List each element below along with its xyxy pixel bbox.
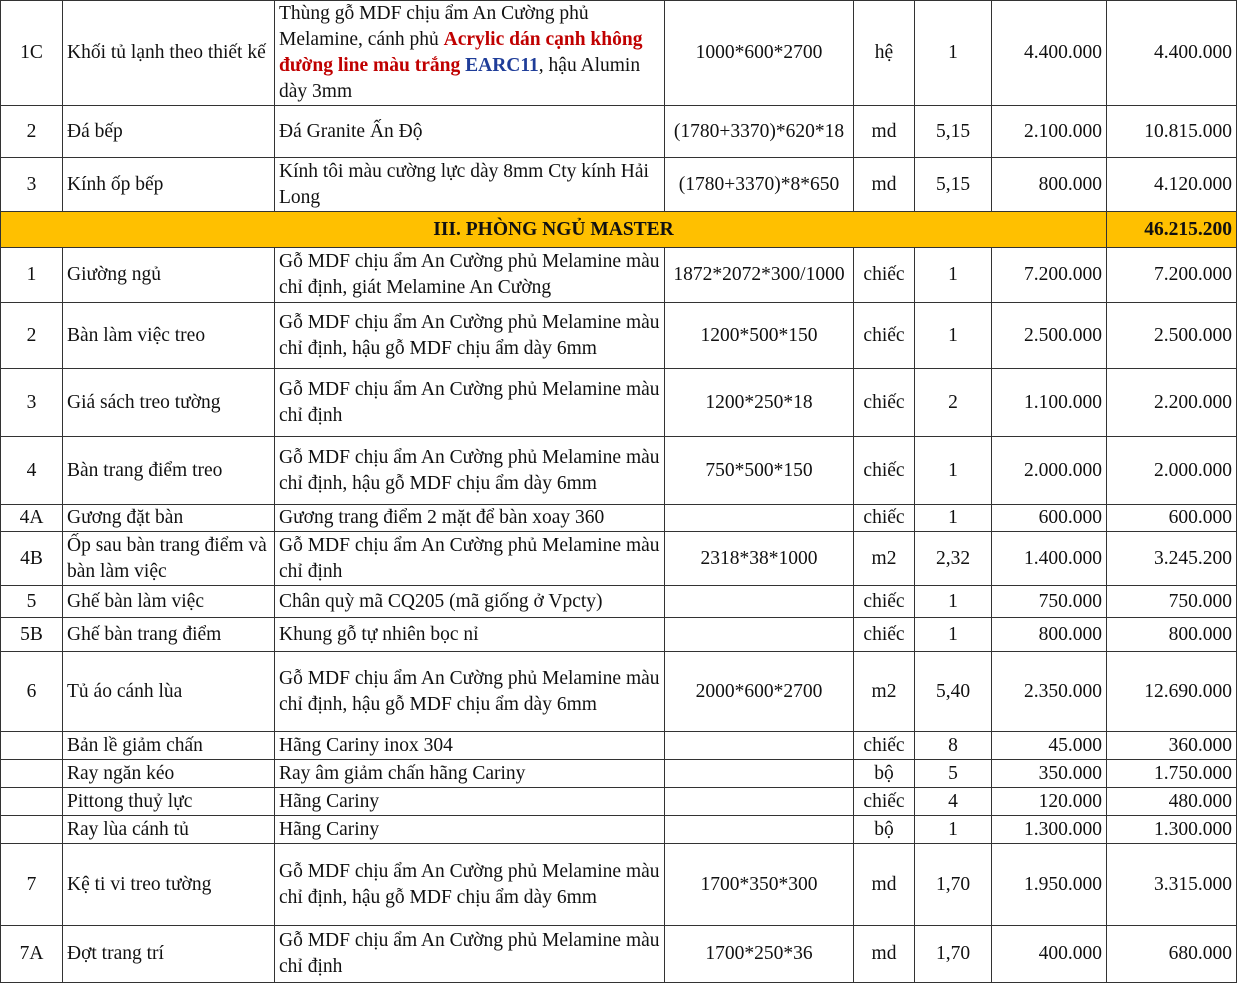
cell-qty[interactable]: 1 (915, 505, 992, 532)
cell-name[interactable]: Kính ốp bếp (63, 158, 275, 212)
cell-unit[interactable]: md (854, 926, 915, 983)
cell-total[interactable]: 800.000 (1107, 618, 1237, 652)
cell-qty[interactable]: 1 (915, 248, 992, 303)
cell-desc[interactable]: Hãng Cariny (275, 816, 665, 844)
cell-qty[interactable]: 1 (915, 437, 992, 505)
cell-no[interactable] (1, 732, 63, 760)
cell-no[interactable]: 1C (1, 1, 63, 106)
cell-size[interactable] (665, 760, 854, 788)
table-row (1, 369, 1237, 437)
cell-price[interactable]: 1.400.000 (992, 532, 1107, 586)
cell-unit[interactable]: chiếc (854, 248, 915, 303)
cell-no[interactable] (1, 816, 63, 844)
cell-desc[interactable]: Gỗ MDF chịu ẩm An Cường phủ Melamine màu chỉ định, hậu gỗ MDF chịu ẩm dày 6mm (275, 437, 665, 505)
section-header-row (1, 212, 1237, 248)
cell-desc[interactable] (275, 1, 665, 106)
cell-price[interactable]: 1.100.000 (992, 369, 1107, 437)
cell-unit[interactable]: m2 (854, 532, 915, 586)
cell-name[interactable]: Ghế bàn trang điểm (63, 618, 275, 652)
table-row (1, 586, 1237, 618)
cell-no[interactable]: 7 (1, 844, 63, 926)
cell-no[interactable]: 7A (1, 926, 63, 983)
table-row (1, 618, 1237, 652)
cell-size[interactable]: (1780+3370)*620*18 (665, 106, 854, 158)
cell-price[interactable]: 800.000 (992, 158, 1107, 212)
cell-size[interactable]: 750*500*150 (665, 437, 854, 505)
cell-total[interactable]: 1.300.000 (1107, 816, 1237, 844)
cell-desc[interactable]: Hãng Cariny inox 304 (275, 732, 665, 760)
cell-price[interactable]: 7.200.000 (992, 248, 1107, 303)
cell-qty[interactable]: 1 (915, 303, 992, 369)
cell-qty[interactable]: 2,32 (915, 532, 992, 586)
cell-name[interactable]: Đá bếp (63, 106, 275, 158)
section-title[interactable]: III. PHÒNG NGỦ MASTER (1, 212, 1107, 248)
table-row (1, 505, 1237, 532)
cell-price[interactable]: 2.350.000 (992, 652, 1107, 732)
cell-qty[interactable]: 5 (915, 760, 992, 788)
cell-desc[interactable]: Ray âm giảm chấn hãng Cariny (275, 760, 665, 788)
cell-name[interactable]: Ghế bàn làm việc (63, 586, 275, 618)
cell-size[interactable]: 1000*600*2700 (665, 1, 854, 106)
cell-no[interactable]: 2 (1, 303, 63, 369)
table-row (1, 816, 1237, 844)
cell-unit[interactable]: md (854, 158, 915, 212)
cell-unit[interactable]: hệ (854, 1, 915, 106)
cell-qty[interactable]: 2 (915, 369, 992, 437)
cell-size[interactable] (665, 586, 854, 618)
cell-total[interactable]: 4.120.000 (1107, 158, 1237, 212)
cell-total[interactable]: 680.000 (1107, 926, 1237, 983)
cell-qty[interactable]: 1 (915, 816, 992, 844)
cell-price[interactable]: 350.000 (992, 760, 1107, 788)
cell-desc[interactable]: Gỗ MDF chịu ẩm An Cường phủ Melamine màu chỉ định (275, 926, 665, 983)
desc-red-text: Acrylic dán cạnh không đường line màu trắng (279, 29, 643, 76)
table-row (1, 926, 1237, 983)
cell-unit[interactable]: chiếc (854, 618, 915, 652)
cell-qty[interactable]: 8 (915, 732, 992, 760)
cell-qty[interactable]: 5,15 (915, 158, 992, 212)
cell-size[interactable] (665, 505, 854, 532)
cell-price[interactable]: 800.000 (992, 618, 1107, 652)
cell-name[interactable]: Ray ngăn kéo (63, 760, 275, 788)
cell-name[interactable]: Bàn trang điểm treo (63, 437, 275, 505)
cell-qty[interactable]: 1 (915, 586, 992, 618)
cell-total[interactable]: 600.000 (1107, 505, 1237, 532)
cell-no[interactable]: 4B (1, 532, 63, 586)
cell-desc[interactable]: Đá Granite Ấn Độ (275, 106, 665, 158)
cell-price[interactable]: 2.500.000 (992, 303, 1107, 369)
cell-desc[interactable]: Gỗ MDF chịu ẩm An Cường phủ Melamine màu chỉ định, hậu gỗ MDF chịu ẩm dày 6mm (275, 652, 665, 732)
desc-blue-text: EARC11 (460, 55, 539, 76)
cell-no[interactable]: 2 (1, 106, 63, 158)
cell-total[interactable]: 360.000 (1107, 732, 1237, 760)
cell-size[interactable]: 1200*250*18 (665, 369, 854, 437)
cell-desc[interactable]: Gỗ MDF chịu ẩm An Cường phủ Melamine màu chỉ định, hậu gỗ MDF chịu ẩm dày 6mm (275, 303, 665, 369)
cell-size[interactable]: 1200*500*150 (665, 303, 854, 369)
cell-unit[interactable]: chiếc (854, 369, 915, 437)
cell-qty[interactable]: 1,70 (915, 844, 992, 926)
cell-no[interactable]: 3 (1, 158, 63, 212)
cell-no[interactable]: 1 (1, 248, 63, 303)
cell-name[interactable]: Giá sách treo tường (63, 369, 275, 437)
cell-unit[interactable]: chiếc (854, 437, 915, 505)
cell-unit[interactable]: chiếc (854, 303, 915, 369)
cell-price[interactable]: 1.950.000 (992, 844, 1107, 926)
cell-no[interactable]: 5 (1, 586, 63, 618)
cell-total[interactable]: 12.690.000 (1107, 652, 1237, 732)
cell-name[interactable]: Bản lề giảm chấn (63, 732, 275, 760)
cell-name[interactable]: Ray lùa cánh tủ (63, 816, 275, 844)
cell-name[interactable]: Đợt trang trí (63, 926, 275, 983)
cell-price[interactable]: 120.000 (992, 788, 1107, 816)
cell-qty[interactable]: 5,40 (915, 652, 992, 732)
cell-price[interactable]: 400.000 (992, 926, 1107, 983)
cell-no[interactable]: 3 (1, 369, 63, 437)
table-row (1, 760, 1237, 788)
cell-total[interactable]: 10.815.000 (1107, 106, 1237, 158)
cell-price[interactable]: 2.100.000 (992, 106, 1107, 158)
cell-name[interactable]: Tủ áo cánh lùa (63, 652, 275, 732)
cell-desc[interactable]: Gỗ MDF chịu ẩm An Cường phủ Melamine màu chỉ định (275, 532, 665, 586)
cell-unit[interactable]: chiếc (854, 788, 915, 816)
cell-total[interactable]: 480.000 (1107, 788, 1237, 816)
cell-name[interactable]: Pittong thuỷ lực (63, 788, 275, 816)
cell-price[interactable]: 1.300.000 (992, 816, 1107, 844)
desc-text: , hậu Alumin dày 3mm (279, 55, 641, 102)
cell-qty[interactable]: 1 (915, 618, 992, 652)
table-row (1, 844, 1237, 926)
cell-size[interactable]: 2318*38*1000 (665, 532, 854, 586)
cell-qty[interactable]: 1 (915, 1, 992, 106)
table-row (1, 732, 1237, 760)
cell-name[interactable]: Gương đặt bàn (63, 505, 275, 532)
cell-unit[interactable]: bộ (854, 760, 915, 788)
cell-no[interactable]: 5B (1, 618, 63, 652)
cell-unit[interactable]: m2 (854, 652, 915, 732)
desc-text: Thùng gỗ MDF chịu ẩm An Cường phủ Melamine, cánh phủ (279, 3, 589, 50)
cell-desc[interactable]: Khung gỗ tự nhiên bọc nỉ (275, 618, 665, 652)
table-row (1, 652, 1237, 732)
table-row (1, 532, 1237, 586)
cell-price[interactable]: 600.000 (992, 505, 1107, 532)
table-row (1, 106, 1237, 158)
cell-name[interactable]: Giường ngủ (63, 248, 275, 303)
cell-unit[interactable]: bộ (854, 816, 915, 844)
cell-size[interactable]: 1700*350*300 (665, 844, 854, 926)
cell-price[interactable]: 45.000 (992, 732, 1107, 760)
cell-no[interactable] (1, 788, 63, 816)
cell-unit[interactable]: md (854, 844, 915, 926)
cell-size[interactable] (665, 788, 854, 816)
table-row (1, 1, 1237, 106)
cell-size[interactable]: (1780+3370)*8*650 (665, 158, 854, 212)
cell-total[interactable]: 7.200.000 (1107, 248, 1237, 303)
cell-total[interactable]: 2.200.000 (1107, 369, 1237, 437)
cell-size[interactable]: 1700*250*36 (665, 926, 854, 983)
cell-price[interactable]: 4.400.000 (992, 1, 1107, 106)
cell-price[interactable]: 2.000.000 (992, 437, 1107, 505)
cell-size[interactable]: 1872*2072*300/1000 (665, 248, 854, 303)
cell-size[interactable] (665, 732, 854, 760)
cell-desc[interactable]: Gỗ MDF chịu ẩm An Cường phủ Melamine màu chỉ định (275, 369, 665, 437)
cell-unit[interactable]: md (854, 106, 915, 158)
cell-name[interactable]: Ốp sau bàn trang điểm và bàn làm việc (63, 532, 275, 586)
cell-qty[interactable]: 1,70 (915, 926, 992, 983)
cell-desc[interactable]: Gỗ MDF chịu ẩm An Cường phủ Melamine màu chỉ định, giát Melamine An Cường (275, 248, 665, 303)
cell-unit[interactable]: chiếc (854, 732, 915, 760)
cell-name[interactable]: Kệ ti vi treo tường (63, 844, 275, 926)
cell-desc[interactable]: Hãng Cariny (275, 788, 665, 816)
section-rows (1, 248, 1237, 983)
cell-no[interactable]: 4A (1, 505, 63, 532)
section-total[interactable]: 46.215.200 (1107, 212, 1237, 248)
cell-total[interactable]: 750.000 (1107, 586, 1237, 618)
cell-desc[interactable]: Gương trang điểm 2 mặt để bàn xoay 360 (275, 505, 665, 532)
cell-name[interactable]: Bàn làm việc treo (63, 303, 275, 369)
table-row (1, 437, 1237, 505)
cell-total[interactable]: 3.315.000 (1107, 844, 1237, 926)
table-row (1, 248, 1237, 303)
cell-unit[interactable]: chiếc (854, 505, 915, 532)
cell-name[interactable]: Khối tủ lạnh theo thiết kế (63, 1, 275, 106)
cell-price[interactable]: 750.000 (992, 586, 1107, 618)
table-row (1, 158, 1237, 212)
cell-no[interactable]: 4 (1, 437, 63, 505)
cell-size[interactable] (665, 618, 854, 652)
table-row (1, 303, 1237, 369)
cell-size[interactable]: 2000*600*2700 (665, 652, 854, 732)
cell-total[interactable]: 2.000.000 (1107, 437, 1237, 505)
cell-size[interactable] (665, 816, 854, 844)
cell-no[interactable]: 6 (1, 652, 63, 732)
cell-unit[interactable]: chiếc (854, 586, 915, 618)
cell-total[interactable]: 3.245.200 (1107, 532, 1237, 586)
cell-desc[interactable]: Gỗ MDF chịu ẩm An Cường phủ Melamine màu chỉ định, hậu gỗ MDF chịu ẩm dày 6mm (275, 844, 665, 926)
cell-total[interactable]: 4.400.000 (1107, 1, 1237, 106)
cell-total[interactable]: 2.500.000 (1107, 303, 1237, 369)
cell-desc[interactable]: Kính tôi màu cường lực dày 8mm Cty kính Hải Long (275, 158, 665, 212)
cell-desc[interactable]: Chân quỳ mã CQ205 (mã giống ở Vpcty) (275, 586, 665, 618)
cell-qty[interactable]: 4 (915, 788, 992, 816)
cell-no[interactable] (1, 760, 63, 788)
cell-qty[interactable]: 5,15 (915, 106, 992, 158)
table-row (1, 788, 1237, 816)
cell-total[interactable]: 1.750.000 (1107, 760, 1237, 788)
